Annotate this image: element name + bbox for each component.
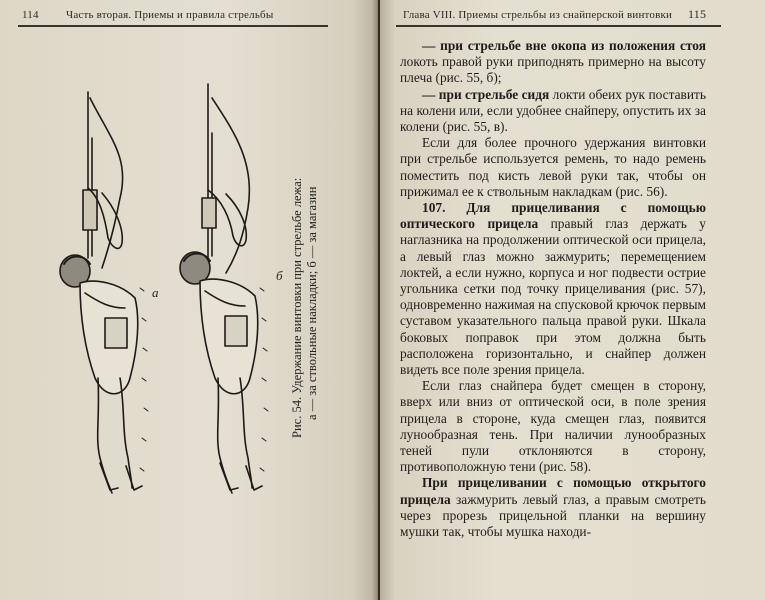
paragraph-sling-text: Если для более прочного удержания винтовки при стрельбе используется ремень, то надо ремень поместить под кисть левой руки так, чтобы он прижимал ее к ствольным накладкам (рис. 56). — [400, 135, 706, 199]
paragraph-open-sight — [400, 475, 706, 540]
paragraph-sitting — [400, 87, 706, 136]
left-page — [0, 0, 378, 600]
caption-title: Рис. 54. Удержание винтовки при стрельбе лежа: — [290, 177, 304, 438]
left-header-rule — [18, 25, 328, 27]
paragraph-107-text: правый глаз держать у наглазника на продолжении оптической оси прицела, а левый глаз можно зажмурить; перемещением локтей, а если нужно, корпуса и ног подвести острие угольника сетки под точку прицеливания (рис. 57), одновременно нажимая на спусковой крючок первым суставом указательного пальца правой руки. Шкала боковых поправок при этом должна быть расположена горизонтально, и снайпер должен видеть все поле зрения прицела. — [400, 216, 706, 378]
paragraph-open-sight-lead: При прицеливании с помощью открытого прицела — [400, 475, 706, 507]
figure-label-b: б — [276, 268, 283, 283]
paragraph-standing-text: локоть правой руки приподнять примерно на высоту плеча (рис. 55, б); — [400, 54, 706, 86]
paragraph-standing — [400, 38, 706, 87]
right-page-body — [400, 38, 706, 540]
shooter-b-illustration — [180, 84, 268, 493]
paragraph-eye-shift — [400, 378, 706, 475]
paragraph-107-lead: 107. Для прицеливания с помощью оптического прицела — [400, 200, 706, 232]
right-running-header: Глава VIII. Приемы стрельбы из снайперской винтовки — [403, 9, 673, 21]
right-page-number: 115 — [688, 7, 707, 21]
left-running-header: Часть вторая. Приемы и правила стрельбы — [66, 9, 274, 21]
figure-caption — [290, 148, 320, 438]
paragraph-sitting-text: локти обеих рук поставить на колени или, если удобнее снайперу, опустить их за колени (рис. 55, в). — [400, 86, 706, 135]
paragraph-sitting-lead: — при стрельбе сидя — [422, 86, 550, 102]
paragraph-sling — [400, 135, 706, 200]
caption-subtitle: а — за ствольные накладки; б — за магазин — [305, 186, 319, 420]
right-header-rule — [396, 25, 721, 27]
left-page-number: 114 — [22, 9, 39, 21]
paragraph-107-optical-sight — [400, 200, 706, 378]
shooter-a-illustration — [60, 92, 148, 493]
paragraph-eye-shift-text: Если глаз снайпера будет смещен в сторону, вверх или вниз от оптической оси, в поле зрения прицела в стороне, куда смещен глаз, появится лунообразная тень. При наличии лунообразных теней пули отклоняются в сторону, противоположную тени (рис. 58). — [400, 378, 706, 475]
paragraph-standing-lead: — при стрельбе вне окопа из положения стоя — [422, 38, 706, 53]
figure-prone-shooters — [50, 78, 280, 508]
paragraph-open-sight-text: зажмурить левый глаз, а правым смотреть через прорезь прицельной планки на вершину мушки так, чтобы мушка находи- — [400, 491, 706, 540]
figure-label-a: а — [152, 285, 159, 300]
